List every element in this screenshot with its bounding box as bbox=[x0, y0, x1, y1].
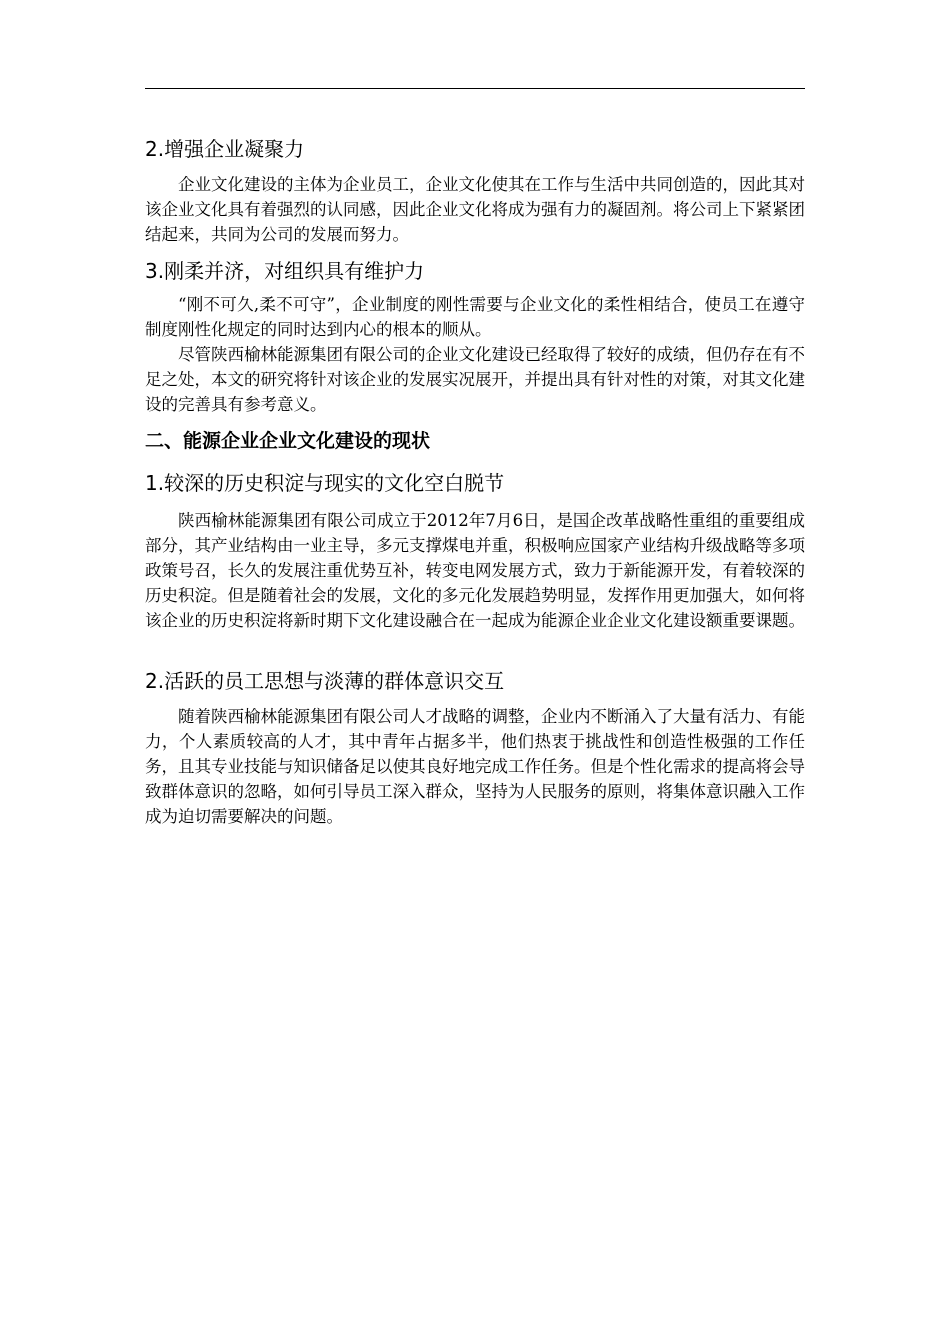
paragraph-rigid-soft: “刚不可久,柔不可守”，企业制度的刚性需要与企业文化的柔性相结合，使员工在遵守制度刚性化规定的同时达到内心的根本的顺从。 bbox=[145, 294, 805, 339]
paragraph-employee-thought: 随着陕西榆林能源集团有限公司人才战略的调整，企业内不断涌入了大量有活力、有能力，个人素质较高的人才，其中青年占据多半，他们热衷于挑战性和创造性极强的工作任务，且其专业技能与知识储备足以使其良好地完成工作任务。但是个性化需求的提高将会导致群体意识的忽略，如何引导员工深入群众，坚持为人民服务的原则，将集体意识融入工作成为迫切需要解决的问题。 bbox=[145, 706, 805, 827]
section-heading-cohesion: 2.增强企业凝聚力 bbox=[145, 137, 305, 161]
section-heading-employee-thought: 2.活跃的员工思想与淡薄的群体意识交互 bbox=[145, 668, 505, 693]
document-body bbox=[145, 132, 805, 830]
chapter-heading-status: 二、能源企业企业文化建设的现状 bbox=[145, 429, 431, 452]
section-heading-history-gap: 1.较深的历史积淀与现实的文化空白脱节 bbox=[145, 470, 505, 495]
paragraph-cohesion: 企业文化建设的主体为企业员工，企业文化使其在工作与生活中共同创造的，因此其对该企业文化具有着强烈的认同感，因此企业文化将成为强有力的凝固剂。将公司上下紧紧团结起来，共同为公司的发展而努力。 bbox=[145, 175, 805, 245]
header-rule bbox=[145, 88, 805, 89]
section-heading-maintenance: 3.刚柔并济，对组织具有维护力 bbox=[145, 258, 425, 283]
paragraph-research-purpose: 尽管陕西榆林能源集团有限公司的企业文化建设已经取得了较好的成绩，但仍存在有不足之处，本文的研究将针对该企业的发展实况展开，并提出具有针对性的对策，对其文化建设的完善具有参考意义。 bbox=[145, 345, 805, 415]
paragraph-history-gap: 陕西榆林能源集团有限公司成立于2012年7月6日，是国企改革战略性重组的重要组成部分，其产业结构由一业主导，多元支撑煤电并重，积极响应国家产业结构升级战略等多项政策号召，长久的发展注重优势互补，转变电网发展方式，致力于新能源开发，有着较深的历史积淀。但是随着社会的发展，文化的多元化发展趋势明显，发挥作用更加强大，如何将该企业的历史积淀将新时期下文化建设融合在一起成为能源企业企业文化建设额重要课题。 bbox=[145, 510, 805, 631]
